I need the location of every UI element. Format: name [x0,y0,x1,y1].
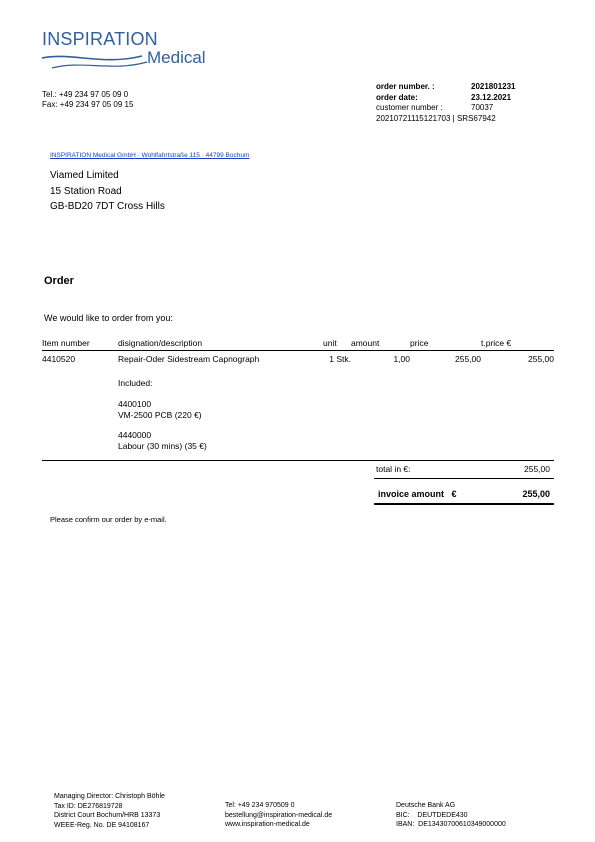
total-rule [374,478,554,479]
footer-director: Managing Director: Christoph Böhle [54,793,165,800]
fax-line: Fax: +49 234 97 05 09 15 [42,100,134,109]
row-item-number: 4410520 [42,354,76,364]
row-description [118,351,323,453]
footer-contact-info [225,801,332,830]
order-reference: 20210721115121703 | SRS67942 [376,113,496,123]
recipient-city: GB-BD20 7DT Cross Hills [50,201,165,212]
footer-court: District Court Bochum/HRB 13373 [54,812,161,819]
row-part1-number: 4400100 [118,399,152,409]
table-bottom-rule [42,460,554,461]
order-number-label: order number. : [376,82,435,91]
col-amount: amount [351,337,410,351]
footer-tel: Tel: +49 234 970509 0 [225,802,295,809]
row-amount: 1,00 [393,354,410,364]
footer-bank-info [396,801,506,830]
total-label: total in €: [376,464,411,474]
logo-wordmark-bottom: Medical [147,48,206,67]
order-meta [376,82,516,124]
order-items-table [42,337,554,452]
footer-iban: IBAN: DE13430700610349000000 [396,821,506,828]
tel-line: Tel.: +49 234 97 05 09 0 [42,90,129,99]
row-desc-main: Repair-Oder Sidestream Capnograph [118,354,260,364]
intro-text: We would like to order from you: [44,313,173,323]
col-price: price [410,337,481,351]
order-date-label: order date: [376,92,418,102]
invoice-amount-value: 255,00 [522,489,550,499]
footer-tax-id: Tax ID: DE276819728 [54,802,123,810]
row-total-price: 255,00 [528,354,554,364]
sender-address-link[interactable]: INSPIRATION Medical GmbH · Wohlfahrtstraße 115 · 44799 Bochum [50,152,250,159]
order-date-value: 23.12.2021 [471,92,512,102]
footer-email-link[interactable]: bestellung@inspiration-medical.de [225,811,333,819]
col-description: disignation/description [118,337,323,351]
row-part2-number: 4440000 [118,430,152,440]
order-number-value: 2021801231 [471,82,516,91]
footer-bic: BIC: DEUTDEDE430 [396,811,468,819]
confirm-note: Please confirm our order by e-mail. [50,515,167,524]
table-row [42,351,554,453]
recipient-name: Viamed Limited [50,170,119,181]
row-price: 255,00 [455,354,481,364]
recipient-address [50,168,165,215]
recipient-street: 15 Station Road [50,185,122,197]
footer-weee: WEEE-Reg. No. DE 94108167 [54,821,150,829]
logo-wordmark-top: INSPIRATION [42,29,158,49]
footer-bank-name: Deutsche Bank AG [396,802,456,809]
col-total-price: t.price € [481,337,554,351]
col-item-number: Item number [42,337,118,351]
row-unit: 1 Stk. [329,354,351,364]
customer-number-value: 70037 [471,103,494,112]
contact-block [42,90,133,110]
row-part1-desc: VM-2500 PCB (220 €) [118,410,202,420]
row-included-label: Included: [118,378,153,388]
total-value: 255,00 [524,464,550,474]
invoice-amount-rule [374,503,554,505]
col-unit: unit [323,337,351,351]
table-header-row [42,337,554,351]
customer-number-label: customer number : [376,103,443,112]
logo-swoosh-icon [42,52,152,74]
row-part2-desc: Labour (30 mins) (35 €) [118,441,207,451]
footer-website-link[interactable]: www.inspiration-medical.de [225,821,310,828]
document-title: Order [44,275,74,287]
invoice-amount-label: invoice amount € [378,489,457,499]
footer-company-info [54,792,165,830]
